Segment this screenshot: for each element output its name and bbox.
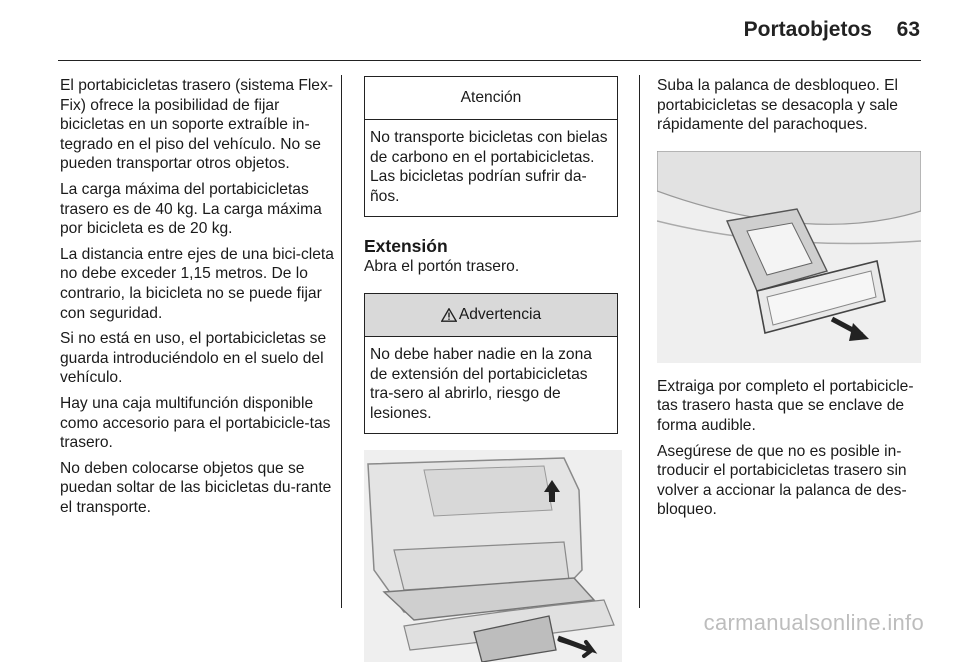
watermark: carmanualsonline.info bbox=[703, 610, 924, 635]
paragraph: No deben colocarse objetos que se puedan soltar de las bicicletas du-rante el transporte. bbox=[60, 459, 332, 516]
attention-title: Atención bbox=[365, 77, 617, 120]
page-number: 63 bbox=[896, 18, 920, 41]
paragraph: Hay una caja multifunción disponible como accesorio para el portabicicle-tas trasero. bbox=[60, 394, 331, 452]
paragraph: La carga máxima del portabicicletas trasero es de 40 kg. La carga máxima por bicicleta es de 20 kg. bbox=[60, 180, 322, 238]
attention-box bbox=[364, 76, 618, 217]
column-divider-1 bbox=[341, 75, 342, 608]
column-divider-2 bbox=[639, 75, 640, 608]
column-right bbox=[657, 76, 923, 526]
warning-title: Advertencia bbox=[458, 306, 542, 324]
section-title: Extensión bbox=[364, 236, 448, 257]
column-middle bbox=[364, 76, 622, 662]
paragraph: Asegúrese de que no es posible in-troducir el portabicicletas trasero sin volver a accionar la palanca de des-bloqueo. bbox=[657, 442, 907, 519]
page-title: Portaobjetos bbox=[743, 18, 872, 41]
paragraph: La distancia entre ejes de una bici-cleta no debe exceder 1,15 metros. De lo contrario, la bicicleta no se puede fijar con seguridad. bbox=[60, 245, 334, 322]
paragraph: El portabicicletas trasero (sistema Flex-Fix) ofrece la posibilidad de fijar bicicletas en un soporte extraíble in-tegrado en el piso del vehículo. No se pueden transportar otros objetos. bbox=[60, 77, 333, 173]
column-left bbox=[60, 76, 335, 523]
paragraph: Suba la palanca de desbloqueo. El portabicicletas se desacopla y sale rápidamente del parachoques. bbox=[657, 77, 899, 134]
attention-text: No transporte bicicletas con bielas de carbono en el portabicicletas. Las bicicletas podrían sufrir da-ños. bbox=[370, 129, 608, 205]
warning-icon bbox=[441, 308, 457, 322]
header-rule bbox=[58, 60, 921, 61]
section-intro: Abra el portón trasero. bbox=[364, 258, 520, 276]
bike-carrier-illustration bbox=[657, 151, 921, 363]
paragraph: Extraiga por completo el portabicicle-tas trasero hasta que se enclave de forma audible. bbox=[657, 377, 914, 434]
warning-text: No debe haber nadie en la zona de extensión del portabicicletas tra-sero al abrirlo, riesgo de lesiones. bbox=[370, 345, 592, 422]
warning-header bbox=[365, 294, 617, 337]
warning-box bbox=[364, 293, 618, 434]
trunk-illustration bbox=[364, 450, 622, 662]
paragraph: Si no está en uso, el portabicicletas se guarda introduciéndolo en el suelo del vehículo. bbox=[60, 330, 327, 387]
